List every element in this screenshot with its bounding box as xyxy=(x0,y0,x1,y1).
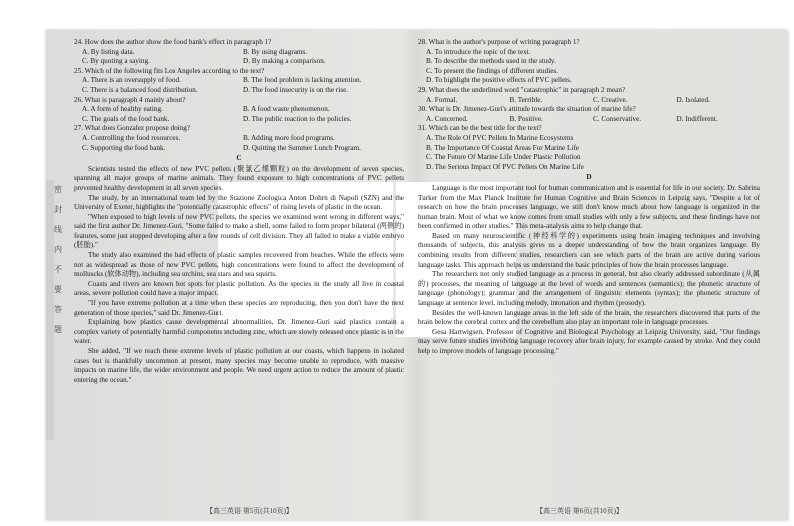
option-list xyxy=(74,105,404,124)
question-block xyxy=(418,124,760,172)
section-heading: C xyxy=(236,154,242,163)
option: B. Positive. xyxy=(509,114,543,123)
passage-paragraph: The study also examined the bad effects of plastic samples recovered from beaches. While the effects were not as widespread as those of new PVC pellets, high concentrations were found to affect the development of molluscks (软体动物), including sea urchins, sea stars and sea squirts. xyxy=(74,251,404,279)
binding-char: 答 xyxy=(54,305,62,314)
option-list xyxy=(74,134,404,153)
option: A. Concerned. xyxy=(426,114,468,123)
passage-paragraph: Language is the most important tool for human communication and is essential for life in our society. Dr. Sabrina Turker from the Max Planck Institute for Human Cognitive and Brain Sciences in Leipzig says, "Despite a lot of research on how the brain processes language, we still don't know much about how language is organized in the human brain. Most of what we know comes from small studies with only a few subjects, and these findings have not been confirmed in other studies." This meta-analysis aims to help change that. xyxy=(418,183,760,231)
option-list xyxy=(74,76,404,95)
option: B. By using diagrams. xyxy=(243,47,308,56)
binding-char: 线 xyxy=(54,225,62,234)
passage-paragraph: Coasts and rivers are known hot spots for plastic pollution. As the species in the study all live in coastal areas, severe pollution could have a major impact. xyxy=(74,279,404,298)
right-page xyxy=(418,38,760,357)
binding-char: 不 xyxy=(54,265,62,274)
option: C. The Future Of Marine Life Under Plastic Pollution xyxy=(426,153,581,162)
option: D. To highlight the positive effects of PVC pellets. xyxy=(426,76,572,85)
binding-char: 密 xyxy=(54,185,62,194)
passage-paragraph: Gesa Hartwigsen, Professor of Cognitive and Biological Psychology at Leipzig University, said, "Our findings may serve future studies involving language recovery after brain injury, for example caused by stroke. And they could help to improve models of language processing." xyxy=(418,327,760,355)
section-heading: D xyxy=(586,173,592,182)
option: B. A food waste phenomenon. xyxy=(243,105,330,114)
option: B. Terrible. xyxy=(509,95,543,104)
page-footer: 【高三英语 第5页(共10页)】 xyxy=(206,507,293,515)
binding-margin-text xyxy=(52,180,64,340)
binding-char: 题 xyxy=(54,325,62,334)
option: A. The Role Of PVC Pellets In Marine Ecosystems xyxy=(426,133,574,142)
option: B. To describe the methods used in the study. xyxy=(426,57,556,66)
option: C. The goals of the food bank. xyxy=(82,114,170,123)
passage-paragraph: Scientists tested the effects of new PVC pellets (聚氯乙烯颗粒) on the development of seven species, spanning all major groups of marine animals. They found exposure to high concentrations of PVC pellets prevented healthy development in all seven species. xyxy=(74,164,404,192)
left-page xyxy=(74,38,404,385)
option: B. The Importance Of Coastal Areas For Marine Life xyxy=(426,143,579,152)
passage-paragraph: The researchers not only studied language as a process in general, but also clearly addressed subordinate (从属的) processes, the meaning of language at the level of words and sentences (semantics); the phonetic structure of language (phonology); grammar and the arrangement of linguistic elements (syntax); the phonetic structure of language at sentence level, including melody, intonation and rhythm (prosody). xyxy=(418,270,760,308)
option: A. A form of healthy eating. xyxy=(82,105,163,114)
passage-paragraph: Explaining how plastics cause developmental abnormalities, Dr. Jimenez-Guri said plastics contain a complex variety of potentially harmful components including zinc, which are slowly released once plastic is in the water. xyxy=(74,318,404,346)
option: C. Conservative. xyxy=(593,114,642,123)
option: A. To introduce the topic of the text. xyxy=(426,47,531,56)
question-block xyxy=(418,105,760,124)
passage-paragraph: Based on many neuroscientific (神经科学的) experiments using brain imaging techniques and involving thousands of subjects, this analysis gives us a deeper understanding of how the brain organizes language. By combining results from different studies, researchers can see which parts of the brain are active during various language tasks. This approach helps us understand the basic principles of how the brain processes language. xyxy=(418,231,760,269)
option: B. The food problem is lacking attention. xyxy=(243,76,362,85)
option: A. Formal. xyxy=(426,95,458,104)
question-stem: 31. Which can be the best title for the text? xyxy=(418,124,542,133)
option: D. By making a comparison. xyxy=(243,57,326,66)
option: C. Supporting the food bank. xyxy=(82,143,166,152)
option: D. The Serious Impact Of PVC Pellets On Marine Life xyxy=(426,162,584,171)
question-block xyxy=(74,96,404,125)
passage-paragraph: "When exposed to high levels of new PVC pellets, the species we examined went wrong in different ways," said the first author Dr. Jimenez-Guri. "Some failed to make a shell, some failed to form proper bilateral (两侧的) features, some just stopped developing after a few rounds of cell division. They all failed to make a viable embryo (胚胎)." xyxy=(74,212,404,250)
option: A. Controlling the food resources. xyxy=(82,133,181,142)
option-list xyxy=(418,134,760,172)
question-stem: 26. What is paragraph 4 mainly about? xyxy=(74,95,186,104)
passage-paragraph: She added, "If we reach these extreme levels of plastic pollution at our coasts, which happens in isolated cases but is thankfully uncommon at present, many species may become unable to reproduce, with massive impacts on marine life, the wider environment and people. We need urgent action to reduce the amount of plastic entering the ocean." xyxy=(74,347,404,384)
option: D. Isolated. xyxy=(676,95,710,104)
question-stem: 29. What does the underlined word "catastrophic" in paragraph 2 mean? xyxy=(418,85,626,94)
option: C. To present the findings of different studies. xyxy=(426,66,558,75)
option: D. Indifferent. xyxy=(676,114,718,123)
question-block xyxy=(74,38,404,67)
binding-char: 要 xyxy=(54,285,62,294)
option: A. By listing data. xyxy=(82,47,135,56)
option: D. The public reaction to the policies. xyxy=(243,114,352,123)
option: C. There is a balanced food distribution. xyxy=(82,85,198,94)
binding-char: 内 xyxy=(54,245,62,254)
question-stem: 25. Which of the following fits Los Angeles according to the text? xyxy=(74,66,265,75)
option-list xyxy=(74,48,404,67)
question-block xyxy=(418,38,760,86)
option: C. By quoting a saying. xyxy=(82,57,150,66)
option-list xyxy=(418,96,760,106)
question-block xyxy=(74,67,404,96)
question-stem: 30. What is Dr. Jimenez-Guri's attitude towards the situation of marine life? xyxy=(418,105,636,114)
option: D. The food insecurity is on the rise. xyxy=(243,85,349,94)
option: A. There is an oversupply of food. xyxy=(82,76,181,85)
option: C. Creative. xyxy=(593,95,628,104)
passage-paragraph: The study, by an international team led by the Stazione Zoologica Anton Dohrn di Napoli (SZN) and the University of Exeter, highlights the "potentially catastrophic effects" of rising levels of plastic in the ocean. xyxy=(74,193,404,212)
option: D. Quitting the Summer Lunch Program. xyxy=(243,143,361,152)
page-footer: 【高三英语 第6页(共10页)】 xyxy=(536,507,623,515)
exam-spread xyxy=(46,30,788,520)
passage-paragraph: Besides the well-known language areas in the left side of the brain, the researchers discovered that parts of the brain below the cerebral cortex and the cerebellum also play an important role in language processes. xyxy=(418,308,760,327)
binding-char: 封 xyxy=(54,205,62,214)
option-list xyxy=(418,115,760,125)
option-list xyxy=(418,48,760,86)
question-stem: 24. How does the author show the food bank's effect in paragraph 1? xyxy=(74,38,272,46)
question-block xyxy=(74,124,404,153)
question-stem: 27. What does Gonzalez propose doing? xyxy=(74,124,191,133)
passage-paragraph: "If you have extreme pollution at a time when these species are reproducing, then you don't have the next generation of those species," said Dr. Jimenez-Guri. xyxy=(74,299,404,317)
question-stem: 28. What is the author's purpose of writing paragraph 1? xyxy=(418,38,580,46)
option: B. Adding more food programs. xyxy=(243,133,335,142)
question-block xyxy=(418,86,760,105)
